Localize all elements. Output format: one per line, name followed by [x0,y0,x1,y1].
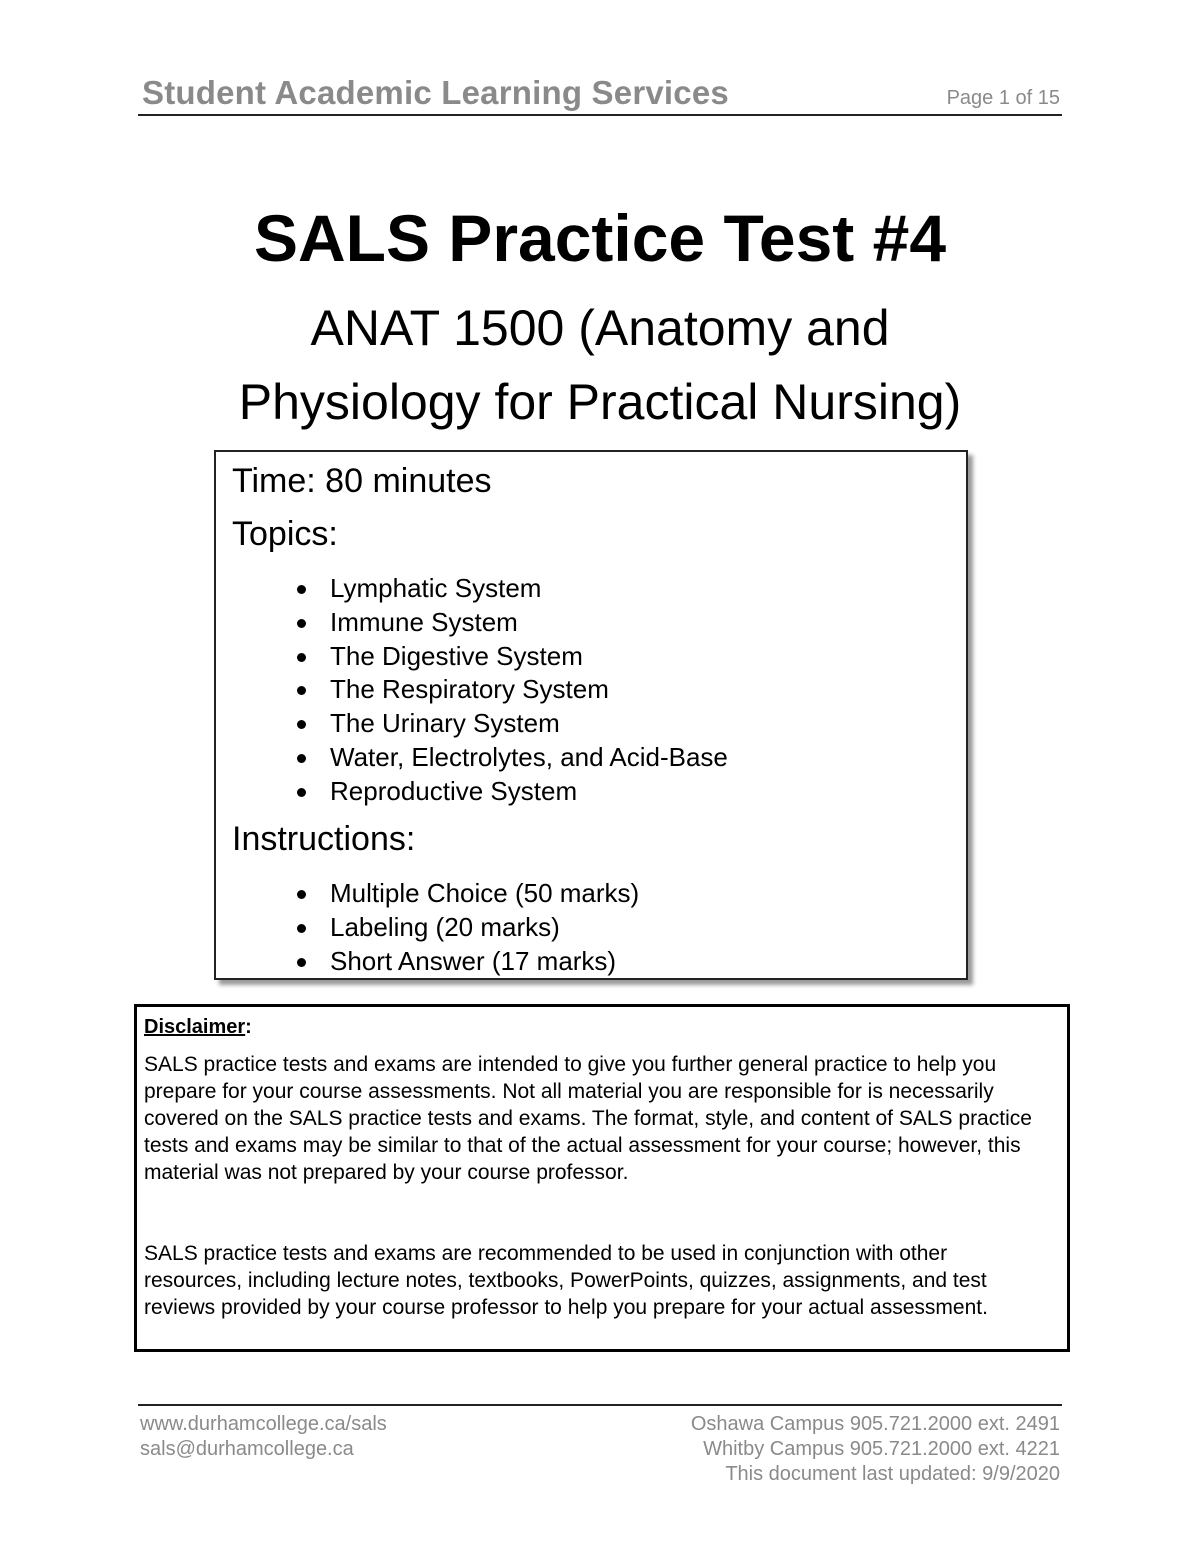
whitby-phone: Whitby Campus 905.721.2000 ext. 4221 [703,1438,1060,1460]
last-updated: This document last updated: 9/9/2020 [725,1463,1060,1485]
disclaimer-heading: Disclaimer: [144,1016,252,1038]
disclaimer-box [134,1004,1070,1352]
instructions-heading: Instructions: [232,820,416,858]
bullet-icon [297,720,306,729]
list-item: Water, Electrolytes, and Acid-Base [216,741,728,775]
list-item: The Digestive System [216,640,728,674]
website-link[interactable]: www.durhamcollege.ca/sals [140,1413,387,1435]
footer-campus-info [691,1412,1060,1487]
list-item: Immune System [216,606,728,640]
oshawa-phone: Oshawa Campus 905.721.2000 ext. 2491 [690,1413,1060,1435]
bullet-icon [297,653,306,662]
disclaimer-paragraph-2: SALS practice tests and exams are recommended to be used in conjunction with other resources, including lecture notes, textbooks, PowerPoints, quizzes, assignments, and test reviews provided by your course professor to help you prepare for your actual assessment. [144,1242,988,1319]
page-footer [138,1404,1062,1486]
bullet-icon [297,788,306,797]
bullet-icon [297,890,306,899]
topics-heading: Topics: [232,515,338,553]
disclaimer-paragraph-1: SALS practice tests and exams are intended to give you further general practice to help you prepare for your course assessments. Not all material you are responsible for is necessarily covered on the SALS practice tests and exams. The format, style, and content of SALS practice tests and exams may be similar to that of the actual assessment for your course; however, this material was not prepared by your course professor. [144,1053,1032,1184]
list-item: Lymphatic System [216,572,728,606]
bullet-icon [297,924,306,933]
list-item: The Urinary System [216,707,728,741]
header-title: Student Academic Learning Services [142,74,729,111]
bullet-icon [297,754,306,763]
list-item: Multiple Choice (50 marks) [216,877,639,911]
page-header [138,72,1062,116]
list-item: Reproductive System [216,775,728,809]
test-info-box [214,450,968,980]
course-subtitle-line-1: ANAT 1500 (Anatomy and [310,300,890,356]
footer-contact [140,1412,387,1462]
list-item: The Respiratory System [216,673,728,707]
time-label: Time: 80 minutes [232,462,492,500]
course-subtitle-line-2: Physiology for Practical Nursing) [238,374,962,430]
bullet-icon [297,958,306,967]
instructions-list [216,877,639,978]
list-item: Labeling (20 marks) [216,911,639,945]
topics-list [216,572,728,809]
page-number: Page 1 of 15 [946,87,1060,109]
list-item: Short Answer (17 marks) [216,945,639,979]
bullet-icon [297,585,306,594]
email-link[interactable]: sals@durhamcollege.ca [140,1438,354,1460]
bullet-icon [297,619,306,628]
bullet-icon [297,686,306,695]
document-title: SALS Practice Test #4 [253,201,947,275]
